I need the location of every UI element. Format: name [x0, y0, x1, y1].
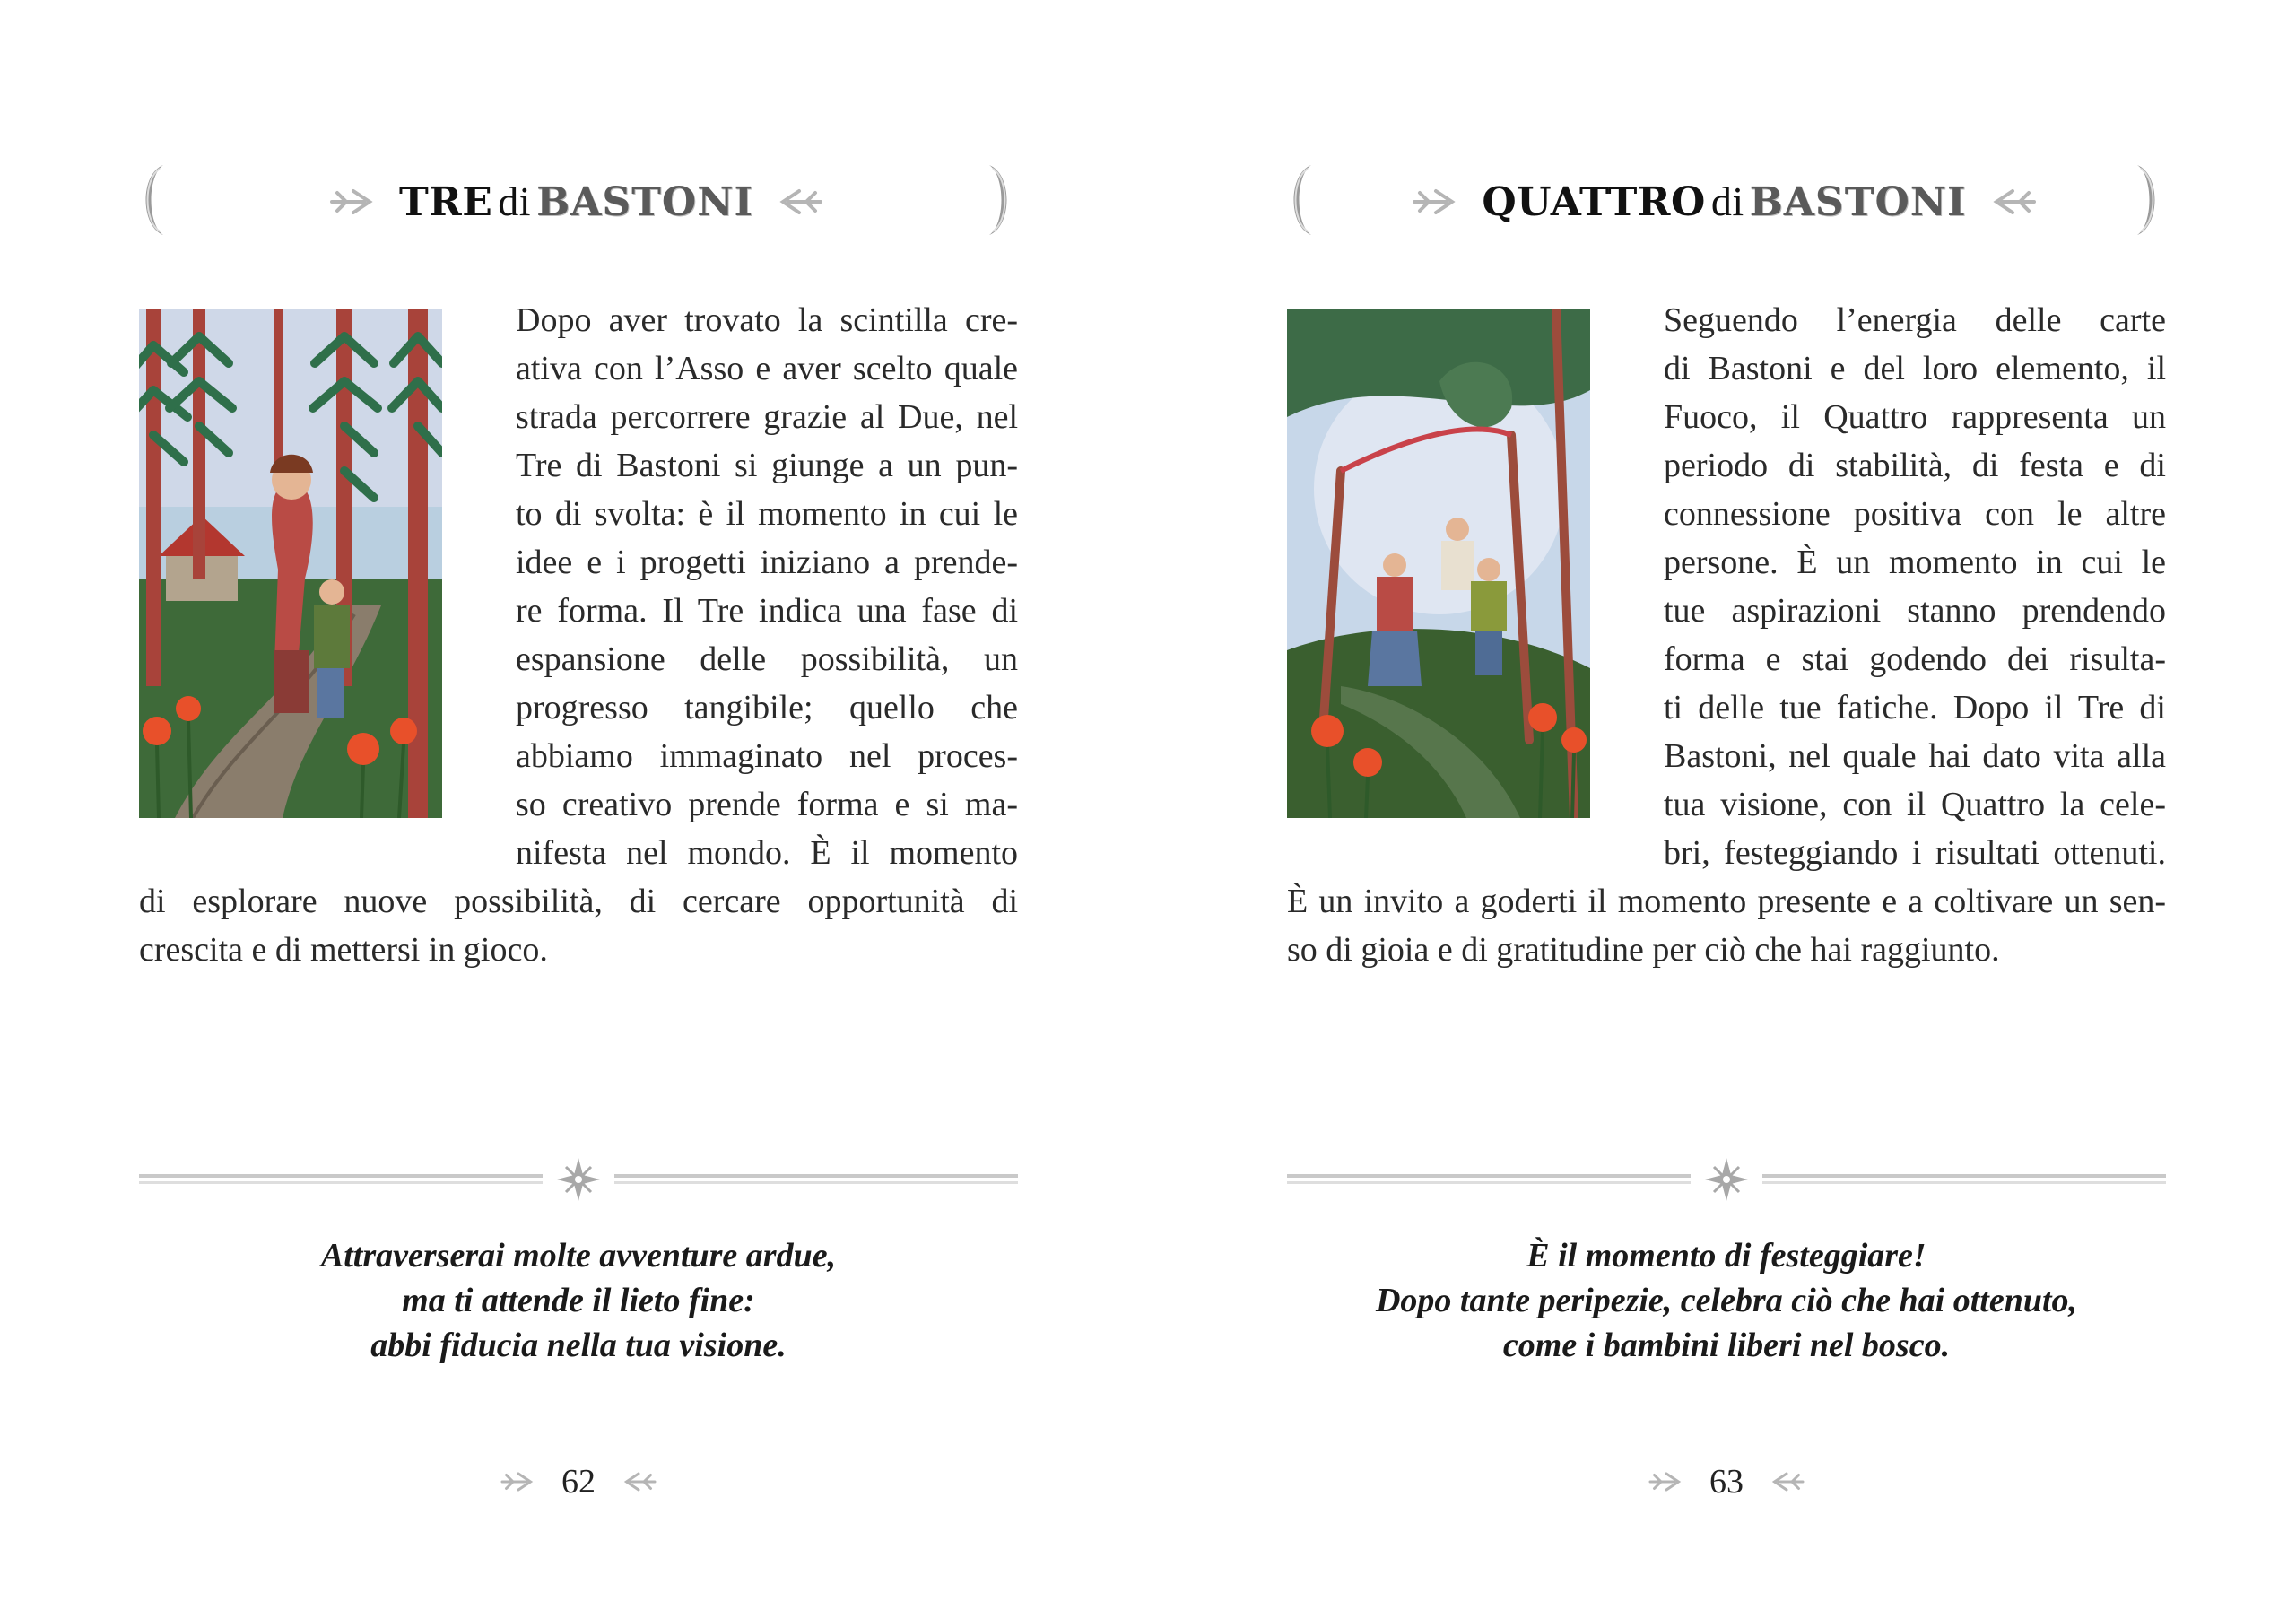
description-line: espansione delle possibilità, un — [516, 640, 1018, 678]
description-line: strada percorrere grazie al Due, nel — [516, 398, 1018, 436]
ornamental-divider — [139, 1157, 1018, 1202]
right-page — [1148, 0, 2296, 1601]
description-line: bri, festeggiando i risultati ottenuti. — [1664, 834, 2166, 872]
motto-line: Dopo tante peripezie, celebra ciò che hai ottenuto, — [1375, 1282, 2078, 1319]
card-description — [139, 296, 1018, 974]
description-line: tue aspirazioni stanno prendendo — [1664, 592, 2166, 630]
right-crescent-bracket-icon — [982, 161, 1018, 239]
page-header — [135, 161, 1018, 242]
description-line: È un invito a goderti il momento presente e a coltivare un sen- — [1287, 883, 2166, 920]
motto-line: ma ti attende il lieto fine: — [402, 1282, 755, 1319]
description-line: Seguendo l’energia delle carte — [1664, 301, 2166, 339]
right-arrow-ornament-icon — [1411, 184, 1461, 220]
description-line: re forma. Il Tre indica una fase di — [516, 592, 1018, 630]
motto-line: Attraverserai molte avventure ardue, — [320, 1237, 837, 1275]
page-number — [139, 1462, 1018, 1501]
description-line: Dopo aver trovato la scintilla cre- — [516, 301, 1018, 339]
description-line: nifesta nel mondo. È il momento — [516, 834, 1018, 872]
left-arrow-ornament-icon — [620, 1468, 657, 1495]
card-motto — [1287, 1233, 2166, 1368]
card-title: TRE di BASTONI — [398, 178, 754, 225]
ornamental-divider — [1287, 1157, 2166, 1202]
card-title: QUATTRO di BASTONI — [1482, 178, 1967, 225]
description-line: so di gioia e di gratitudine per ciò che hai raggiunto. — [1287, 931, 2000, 969]
description-line: Tre di Bastoni si giunge a un pun- — [516, 447, 1018, 484]
right-arrow-ornament-icon — [500, 1468, 537, 1495]
card-motto — [139, 1233, 1018, 1368]
left-arrow-ornament-icon — [1768, 1468, 1805, 1495]
description-line: abbiamo immaginato nel proces- — [516, 737, 1018, 775]
description-line: persone. È un momento in cui le — [1664, 544, 2166, 581]
description-line: Bastoni, nel quale hai dato vita alla — [1664, 737, 2166, 775]
compass-star-icon — [1705, 1158, 1748, 1201]
right-arrow-ornament-icon — [328, 184, 378, 220]
page-number — [1287, 1462, 2166, 1501]
description-line: tua visione, con il Quattro la cele- — [1664, 786, 2166, 823]
description-line: Fuoco, il Quattro rappresenta un — [1664, 398, 2166, 436]
compass-star-icon — [557, 1158, 600, 1201]
page-header — [1283, 161, 2166, 242]
description-line: periodo di stabilità, di festa e di — [1664, 447, 2166, 484]
description-line: crescita e di mettersi in gioco. — [139, 931, 548, 969]
motto-line: come i bambini liberi nel bosco. — [1502, 1327, 1951, 1364]
right-arrow-ornament-icon — [1648, 1468, 1685, 1495]
description-line: forma e stai godendo dei risulta- — [1664, 640, 2166, 678]
description-line: ativa con l’Asso e aver scelto quale — [516, 350, 1018, 387]
page-number-value: 62 — [561, 1463, 596, 1501]
description-line: di esplorare nuove possibilità, di cercare opportunità di — [139, 883, 1018, 920]
description-line: connessione positiva con le altre — [1664, 495, 2166, 533]
description-line: idee e i progetti iniziano a prende- — [516, 544, 1018, 581]
description-line: progresso tangibile; quello che — [516, 689, 1018, 727]
left-arrow-ornament-icon — [774, 184, 824, 220]
description-line: so creativo prende forma e si ma- — [516, 786, 1018, 823]
motto-line: È il momento di festeggiare! — [1526, 1237, 1926, 1275]
description-line: to di svolta: è il momento in cui le — [516, 495, 1018, 533]
description-line: ti delle tue fatiche. Dopo il Tre di — [1664, 689, 2166, 727]
motto-line: abbi fiducia nella tua visione. — [370, 1327, 787, 1364]
card-description — [1287, 296, 2166, 974]
left-arrow-ornament-icon — [1987, 184, 2038, 220]
page-number-value: 63 — [1709, 1463, 1744, 1501]
right-crescent-bracket-icon — [2130, 161, 2166, 239]
description-line: di Bastoni e del loro elemento, il — [1664, 350, 2166, 387]
